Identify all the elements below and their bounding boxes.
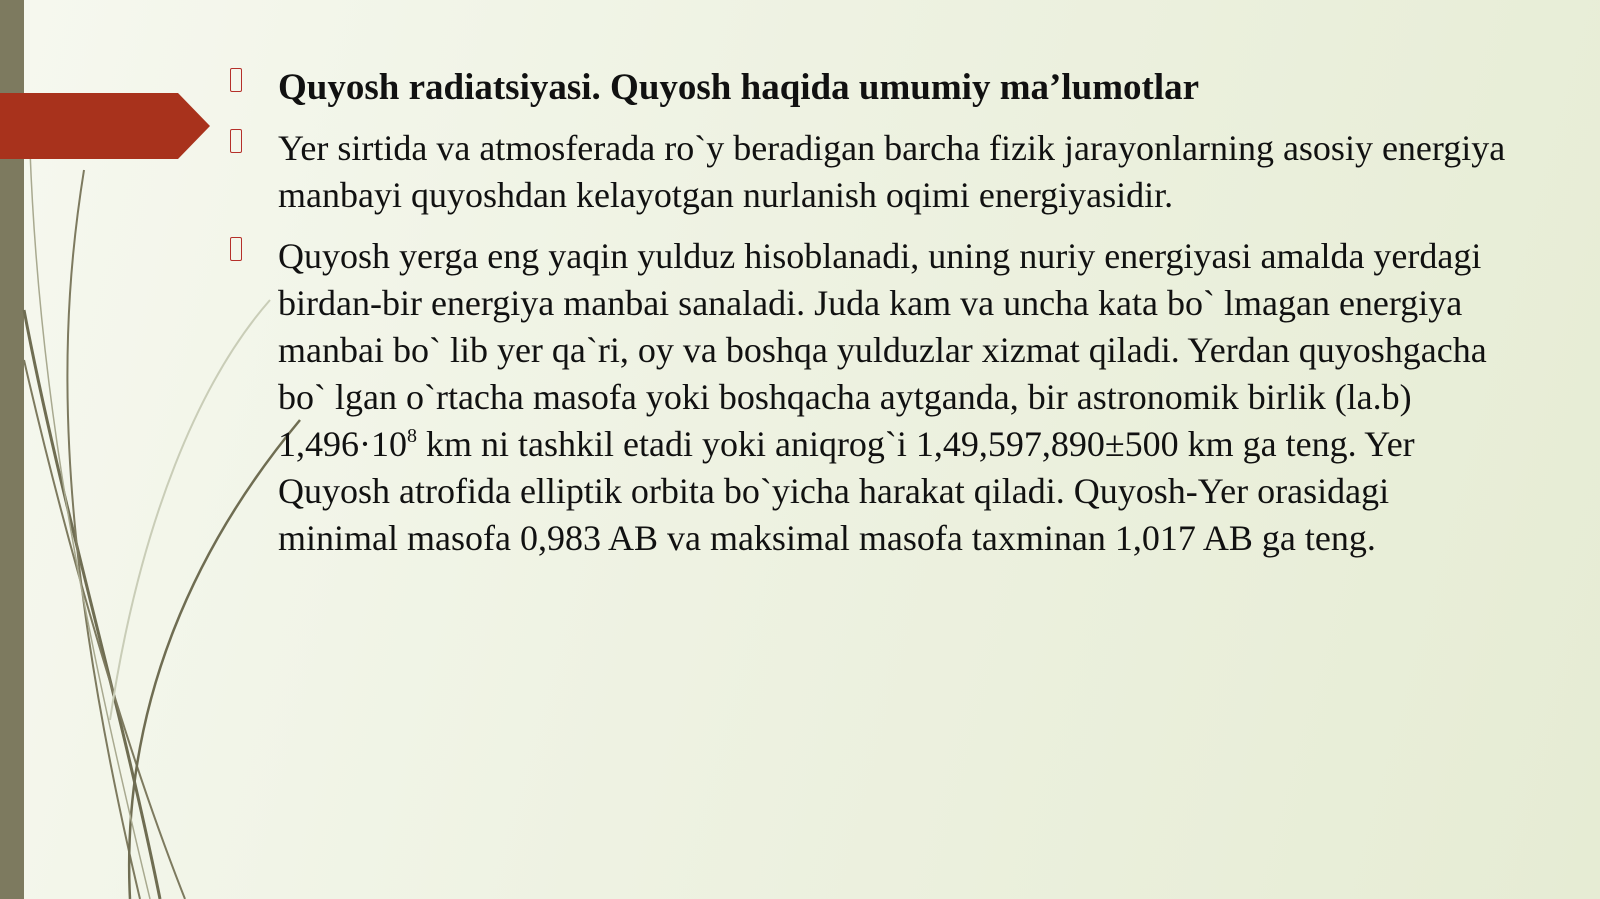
bullet-item xyxy=(228,125,1508,219)
bullet-text: Yer sirtida va atmosferada ro`y beradigan barcha fizik jarayonlarning asosiy energiya manbayi quyoshdan kelayotgan nurlanish oqimi energiyasidir. xyxy=(278,128,1506,215)
bullet-list xyxy=(228,64,1508,576)
bullet-text-part: km ni tashkil etadi yoki aniqrog`i 1,49,597,890±500 km ga teng. Yer Quyosh atrofida elliptik orbita bo`yicha harakat qiladi. Quyosh-Yer orasidagi minimal masofa 0,983 AB va maksimal masofa taxminan 1,017 AB ga teng. xyxy=(278,424,1415,558)
rectangle-bullet-icon xyxy=(230,237,242,261)
red-ribbon-shape xyxy=(0,93,210,159)
rectangle-bullet-icon xyxy=(230,129,242,153)
bullet-text: Quyosh radiatsiyasi. Quyosh haqida umumiy ma’lumotlar xyxy=(278,67,1200,108)
exponent: 8 xyxy=(407,425,417,447)
rectangle-bullet-icon xyxy=(230,68,242,92)
bullet-text-part: Quyosh yerga eng yaqin yulduz hisoblanadi, uning nuriy energiyasi amalda yerdagi birdan-bir energiya manbai sanaladi. Juda kam va uncha kata bo` lmagan energiya manbai bo` lib yer qa`ri, oy va boshqa yulduzlar xizmat qiladi. Yerdan quyoshgacha bo` lgan o`rtacha masofa yoki boshqacha aytganda, bir astronomik birlik (la.b) 1,496·10 xyxy=(278,236,1487,464)
bullet-item xyxy=(228,233,1508,562)
bullet-item-title xyxy=(228,64,1508,111)
